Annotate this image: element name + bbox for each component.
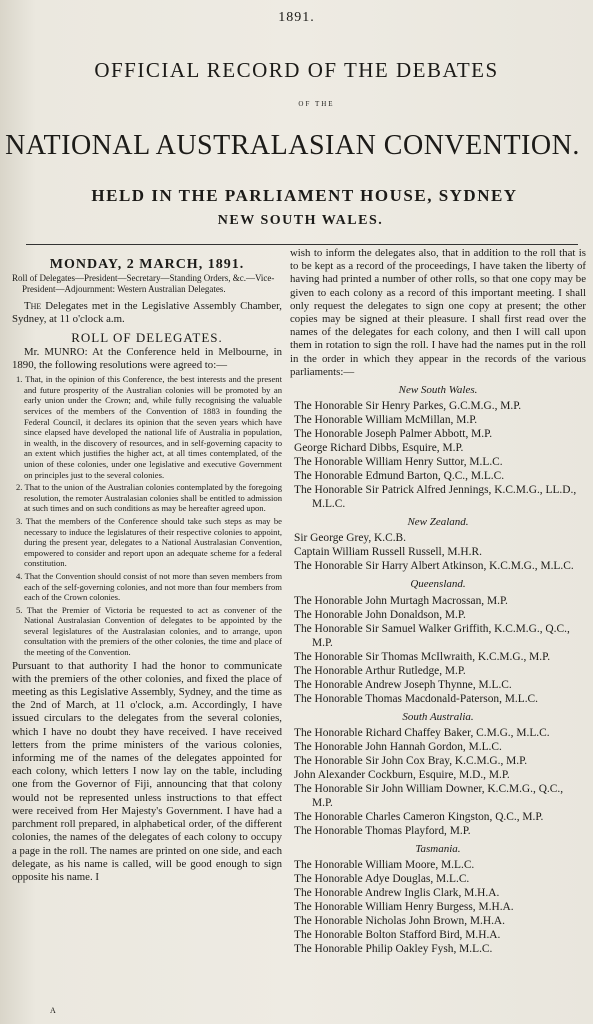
delegate-entry: The Honorable Edmund Barton, Q.C., M.L.C. — [294, 470, 505, 483]
opening-text: Delegates met in the Legislative Assembly Chamber, Sydney, at 11 o'clock a.m. — [12, 300, 282, 326]
delegate-entry: John Alexander Cockburn, Esquire, M.D., M.P. — [294, 768, 510, 781]
delegate-entry: The Honorable Sir John Cox Bray, K.C.M.G., M.P. — [294, 754, 528, 767]
delegate-entry: The Honorable Sir Samuel Walker Griffith, K.C.M.G., Q.C., M.P. — [294, 622, 570, 649]
held-line: HELD IN THE PARLIAMENT HOUSE, SYDNEY — [91, 186, 518, 205]
delegate-entry: Sir George Grey, K.C.B. — [294, 532, 406, 545]
header-divider — [26, 244, 578, 245]
munro-text: At the Conference held in Melbourne, in 1890, the following resolutions were agreed to:— — [12, 345, 282, 372]
sitting-date: MONDAY, 2 MARCH, 1891. — [49, 257, 245, 272]
opening-lead: The — [24, 300, 42, 313]
delegate-entry: The Honorable John Murtagh Macrossan, M.P. — [294, 594, 508, 607]
colony-heading: New Zealand. — [407, 516, 469, 529]
delegate-entry: The Honorable Sir Henry Parkes, G.C.M.G., M.P. — [294, 400, 522, 413]
resolution-item: 1. That, in the opinion of this Conference, the best interests and the present and future prosperity of the Australian colonies will be promoted by an early union under the Crown; and, while fully recognising the valuable services of the members of the Convention of 1883 in founding the Federal Council, it declares its opinion that the seven years which have since elapsed have developed the national life of Australia in population, in wealth, in the discovery of resources, and in self-governing capacity to an extent which justifies the higher act, at all times contemplated, of the union of these colonies, under one legislative and executive Government on principles just to the several colonies. — [16, 374, 282, 480]
delegate-entry: The Honorable Andrew Joseph Thynne, M.L.C. — [294, 678, 512, 691]
delegate-entry: The Honorable John Donaldson, M.P. — [294, 608, 466, 621]
delegate-entry: The Honorable John Hannah Gordon, M.L.C. — [294, 740, 502, 753]
of-the-line: OF THE — [298, 100, 335, 108]
pursuant-paragraph: Pursuant to that authority I had the honor to communicate with the premiers of the other colonies, and fixed the place of meeting as this Legislative Assembly, Sydney, and the time as the 2nd of March, at 11 o'clock, a.m. Accordingly, I have issued circulars to the delegates from the several colonies, which I have no doubt they have received. I have received letters from the prime ministers of the various colonies, informing me of the names of the delegates appointed for each colony, which letters I now lay on the table, including one from the Governor of Fiji, announcing that that colony would not be represented unless instructions to that effect were received from Her Majesty's Government. I have had a parchment roll prepared, in alphabetical order, of the different colonies, the names of the delegates of each colony to occupy a page in the roll. The names are printed on one side, and each delegate, as his name is called, will be good enough to sign opposite his name. I — [12, 659, 282, 883]
delegate-entry: The Honorable Nicholas John Brown, M.H.A. — [294, 915, 506, 928]
colony-heading: Queensland. — [410, 578, 466, 591]
delegate-entry: The Honorable William Henry Burgess, M.H.A. — [294, 901, 514, 914]
delegate-entry: The Honorable Sir Harry Albert Atkinson, K.C.M.G., M.L.C. — [294, 560, 574, 573]
resolution-item: 5. That the Premier of Victoria be requested to act as convener of the National Australasian Convention of delegates to be appointed by the several legislatures of the Australasian colonies, and to arrange, upon consultation with the premiers of the other colonies, the time and place of the meeting of the Convention. — [16, 604, 282, 658]
munro-paragraph — [12, 346, 282, 372]
resolution-item: 3. That the members of the Conference should take such steps as may be necessary to induce the legislatures of their respective colonies to appoint, during the present year, delegates to a National Australasian Convention, empowered to consider and report upon an adequate scheme for a federal constitution. — [16, 515, 282, 569]
delegate-entry: The Honorable Arthur Rutledge, M.P. — [294, 664, 466, 677]
resolution-item: 4. That the Convention should consist of not more than seven members from each of the self-governing colonies, and not more than four members from each of the Crown colonies. — [16, 570, 282, 603]
delegate-entry: George Richard Dibbs, Esquire, M.P. — [294, 442, 464, 455]
delegate-entry: The Honorable Thomas Playford, M.P. — [294, 824, 471, 837]
signature-mark: A — [50, 1006, 56, 1015]
right-column — [290, 247, 586, 956]
delegate-entry: The Honorable William McMillan, M.P. — [294, 414, 478, 427]
delegate-entry: The Honorable Richard Chaffey Baker, C.M.G., M.L.C. — [294, 726, 550, 739]
sitting-summary: Roll of Delegates—President—Secretary—Standing Orders, &c.—Vice-President—Adjournment: Western Australian Delegates. — [12, 273, 275, 295]
speaker-name: Mr. MUNRO: — [24, 345, 88, 358]
delegate-entry: The Honorable Sir Patrick Alfred Jennings, K.C.M.G., LL.D., M.L.C. — [294, 484, 577, 511]
delegate-entry: The Honorable Joseph Palmer Abbott, M.P. — [294, 428, 493, 441]
delegate-entry: The Honorable Sir John William Downer, K.C.M.G., Q.C., M.P. — [294, 782, 564, 809]
year-header: 1891. — [278, 10, 315, 25]
delegate-entry: The Honorable William Henry Suttor, M.L.C. — [294, 456, 503, 469]
state-line: NEW SOUTH WALES. — [217, 213, 384, 228]
delegate-entry: The Honorable Thomas Macdonald-Paterson, M.L.C. — [294, 692, 539, 705]
delegate-entry: The Honorable Charles Cameron Kingston, Q.C., M.P. — [294, 810, 544, 823]
delegate-entry: The Honorable William Moore, M.L.C. — [294, 859, 475, 872]
title-line-1: OFFICIAL RECORD OF THE DEBATES — [94, 58, 499, 82]
delegate-entry: The Honorable Sir Thomas McIlwraith, K.C.M.G., M.P. — [294, 650, 551, 663]
delegate-entry: The Honorable Andrew Inglis Clark, M.H.A. — [294, 887, 500, 900]
delegate-entry: The Honorable Philip Oakley Fysh, M.L.C. — [294, 943, 493, 956]
delegate-entry: The Honorable Adye Douglas, M.L.C. — [294, 873, 470, 886]
colony-heading: South Australia. — [402, 710, 474, 723]
roll-heading: ROLL OF DELEGATES. — [71, 329, 223, 345]
left-column — [12, 258, 282, 886]
continued-paragraph: wish to inform the delegates also, that in addition to the roll that is to be kept as a record of the proceedings, I have taken the liberty of having had printed a number of other rolls, so that one copy may be given to each colony as a record of this important meeting. I shall only request the delegates to sign one copy at present; the other copies may be signed at their pleasure. I shall first read over the names of the delegates for each colony, and then I will call upon them in rotation to sign the roll. I have had the names put in the roll in the order in which they appear in the records of the various parliaments:— — [290, 247, 586, 378]
title-line-2: NATIONAL AUSTRALASIAN CONVENTION. — [5, 130, 580, 161]
colony-heading: New South Wales. — [398, 384, 478, 397]
colony-heading: Tasmania. — [415, 842, 461, 855]
delegate-entry: Captain William Russell Russell, M.H.R. — [294, 546, 482, 559]
resolution-item: 2. That to the union of the Australian colonies contemplated by the foregoing resolution, the remoter Australasian colonies shall be entitled to admission at such times and on such conditions as may be hereafter agreed upon. — [16, 482, 282, 514]
opening-paragraph — [12, 300, 282, 326]
delegate-entry: The Honorable Bolton Stafford Bird, M.H.A. — [294, 929, 501, 942]
